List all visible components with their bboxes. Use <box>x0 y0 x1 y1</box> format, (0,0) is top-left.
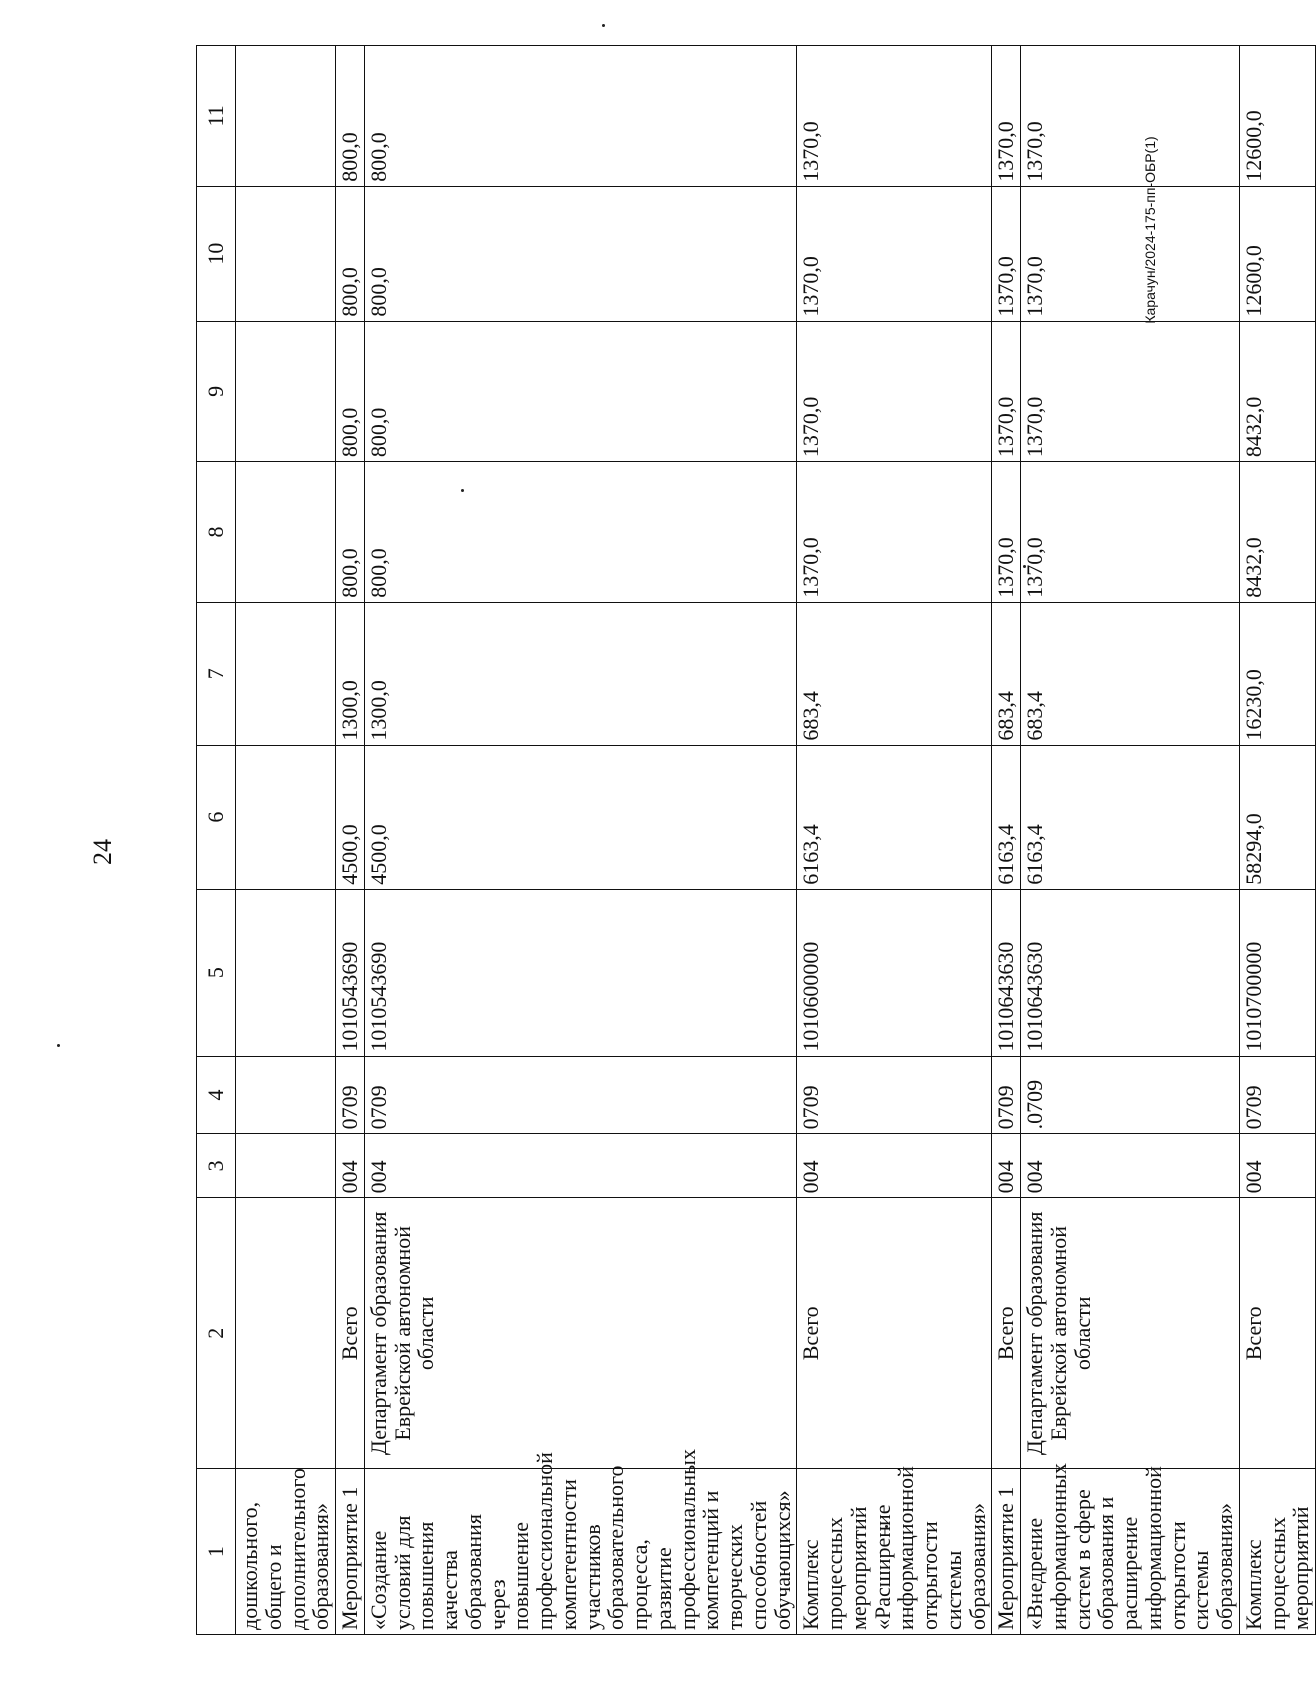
source-cell: Департамент образования Еврейской автономной области <box>364 1198 797 1469</box>
amount-cell: 4500,0 <box>336 745 365 889</box>
section-code-cell: .0709 <box>1021 1056 1240 1134</box>
table-row <box>1021 46 1240 1635</box>
amount-cell: 1370,0 <box>1021 46 1240 187</box>
grbs-code-cell: 004 <box>364 1134 797 1198</box>
amount-cell: 16230,0 <box>1239 602 1315 745</box>
amount-cell: 1370,0 <box>1021 462 1240 603</box>
column-header: 7 <box>197 602 236 745</box>
table-row <box>992 46 1021 1635</box>
table-row <box>336 46 365 1635</box>
amount-cell: 4500,0 <box>364 745 797 889</box>
amount-cell: 12600,0 <box>1239 186 1315 321</box>
source-cell: Всего <box>336 1198 365 1469</box>
budget-table <box>196 45 1316 1635</box>
section-code-cell: 0709 <box>992 1056 1021 1134</box>
amount-cell: 8432,0 <box>1239 321 1315 462</box>
amount-cell: 800,0 <box>336 46 365 187</box>
section-code-cell: 0709 <box>336 1056 365 1134</box>
column-header: 2 <box>197 1198 236 1469</box>
column-header: 10 <box>197 186 236 321</box>
grbs-code-cell: 004 <box>336 1134 365 1198</box>
amount-cell: 1370,0 <box>992 321 1021 462</box>
grbs-code-cell: 004 <box>797 1134 992 1198</box>
column-header: 1 <box>197 1469 236 1635</box>
amount-cell <box>236 602 336 745</box>
program-name-cell: «Создание условий для повышения качества образования через повышение профессиональной компетентности участников образовательного процесса, развитие профессиональных компетенций и творческих способностей обучающихся» <box>364 1469 797 1635</box>
program-name-cell: Мероприятие 1 <box>992 1469 1021 1635</box>
amount-cell: 683,4 <box>992 602 1021 745</box>
target-article-cell: 1010543690 <box>336 889 365 1056</box>
scan-speck <box>602 24 605 27</box>
amount-cell: 1370,0 <box>1021 186 1240 321</box>
grbs-code-cell: 004 <box>1021 1134 1240 1198</box>
section-code-cell: 0709 <box>1239 1056 1315 1134</box>
column-header: 11 <box>197 46 236 187</box>
target-article-cell: 1010700000 <box>1239 889 1315 1056</box>
column-header: 9 <box>197 321 236 462</box>
amount-cell: 800,0 <box>336 462 365 603</box>
amount-cell: 800,0 <box>336 186 365 321</box>
program-name-cell: Мероприятие 1 <box>336 1469 365 1635</box>
section-code-cell: 0709 <box>364 1056 797 1134</box>
target-article-cell: 1010643630 <box>992 889 1021 1056</box>
table-row <box>797 46 992 1635</box>
source-cell <box>236 1198 336 1469</box>
column-header: 8 <box>197 462 236 603</box>
page-number: 24 <box>88 839 117 865</box>
amount-cell: 800,0 <box>364 46 797 187</box>
target-article-cell: 1010643630 <box>1021 889 1240 1056</box>
column-header: 4 <box>197 1056 236 1134</box>
amount-cell: 6163,4 <box>1021 745 1240 889</box>
amount-cell: 800,0 <box>336 321 365 462</box>
source-cell: Департамент образования Еврейской автономной области <box>1021 1198 1240 1469</box>
amount-cell: 1370,0 <box>797 186 992 321</box>
grbs-code-cell: 004 <box>992 1134 1021 1198</box>
amount-cell: 6163,4 <box>992 745 1021 889</box>
amount-cell <box>236 745 336 889</box>
amount-cell: 1370,0 <box>797 462 992 603</box>
amount-cell: 58294,0 <box>1239 745 1315 889</box>
amount-cell <box>236 462 336 603</box>
amount-cell: 800,0 <box>364 462 797 603</box>
document-stamp: Карачун/2024-175-пп-ОБР(1) <box>1142 136 1158 324</box>
amount-cell <box>236 321 336 462</box>
column-header: 6 <box>197 745 236 889</box>
amount-cell: 6163,4 <box>797 745 992 889</box>
amount-cell: 1370,0 <box>992 186 1021 321</box>
amount-cell: 683,4 <box>1021 602 1240 745</box>
source-cell: Всего <box>1239 1198 1315 1469</box>
column-header: 5 <box>197 889 236 1056</box>
amount-cell: 683,4 <box>797 602 992 745</box>
program-name-cell: дошкольного, общего и дополнительного образования» <box>236 1469 336 1635</box>
table-row <box>236 46 336 1635</box>
amount-cell: 8432,0 <box>1239 462 1315 603</box>
amount-cell: 1370,0 <box>797 46 992 187</box>
program-name-cell: Комплекс процессных мероприятий <box>1239 1469 1315 1635</box>
amount-cell: 1300,0 <box>364 602 797 745</box>
amount-cell: 800,0 <box>364 186 797 321</box>
grbs-code-cell: 004 <box>1239 1134 1315 1198</box>
amount-cell: 1370,0 <box>992 46 1021 187</box>
target-article-cell <box>236 889 336 1056</box>
section-code-cell <box>236 1056 336 1134</box>
table-row <box>1239 46 1315 1635</box>
amount-cell <box>236 46 336 187</box>
table-header-row <box>197 46 236 1635</box>
source-cell: Всего <box>992 1198 1021 1469</box>
column-header: 3 <box>197 1134 236 1198</box>
table-row <box>364 46 797 1635</box>
amount-cell: 1370,0 <box>797 321 992 462</box>
program-name-cell: Комплекс процессных мероприятий «Расширение информационной открытости системы образования» <box>797 1469 992 1635</box>
amount-cell <box>236 186 336 321</box>
program-name-cell: «Внедрение информационных систем в сфере образования и расширение информационной открытости системы образования» <box>1021 1469 1240 1635</box>
amount-cell: 1370,0 <box>1021 321 1240 462</box>
amount-cell: 12600,0 <box>1239 46 1315 187</box>
section-code-cell: 0709 <box>797 1056 992 1134</box>
target-article-cell: 1010543690 <box>364 889 797 1056</box>
scan-speck <box>57 1044 60 1047</box>
target-article-cell: 1010600000 <box>797 889 992 1056</box>
source-cell: Всего <box>797 1198 992 1469</box>
amount-cell: 1300,0 <box>336 602 365 745</box>
amount-cell: 1370,0 <box>992 462 1021 603</box>
amount-cell: 800,0 <box>364 321 797 462</box>
grbs-code-cell <box>236 1134 336 1198</box>
